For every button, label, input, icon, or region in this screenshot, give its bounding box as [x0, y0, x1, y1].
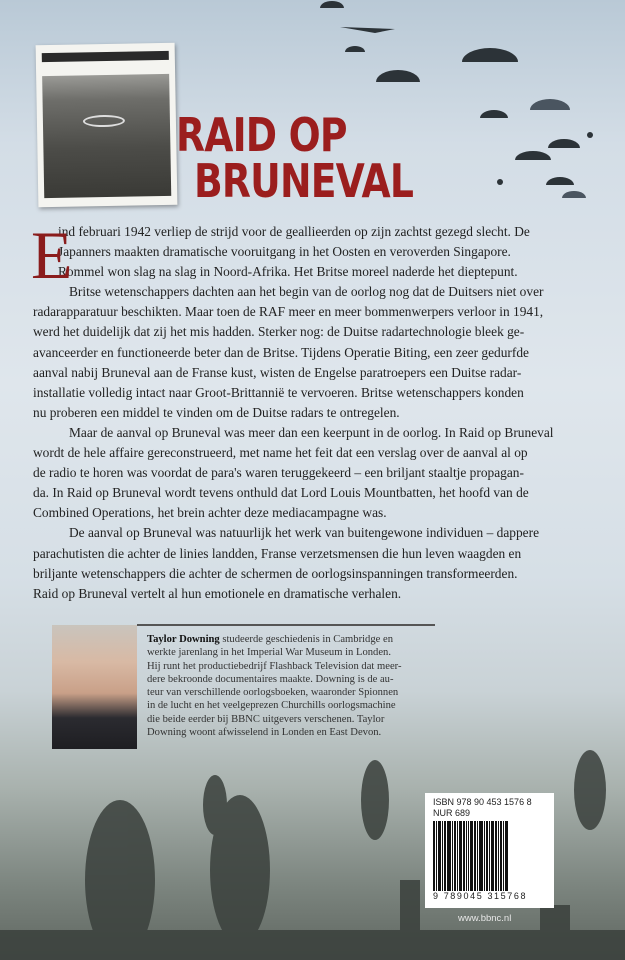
isbn-text: ISBN 978 90 453 1576 8: [433, 797, 532, 807]
book-title-line-1: RAID OP: [176, 108, 347, 162]
isbn-barcode: [425, 793, 554, 908]
blurb-line: Japanners maakten dramatische vooruitgang in het Oosten en veroverden Singapore.: [58, 244, 511, 260]
blurb-line: De aanval op Bruneval was natuurlijk het werk van buitengewone individuen – dappere: [69, 525, 540, 541]
blurb-text: [31, 217, 554, 604]
blurb-line: Maar de aanval op Bruneval was meer dan een keerpunt in de oorlog. In Raid op Bruneval: [69, 424, 554, 440]
blurb-line: nu proberen een middel te vinden om de Duitse radars te ontregelen.: [33, 404, 400, 420]
barcode-number: 9 789045 315768: [433, 891, 528, 901]
barcode-bars: [433, 821, 546, 891]
blurb-line: aanval nabij Bruneval aan de Franse kust, wisten de Engelse paratroepers een Duitse radar-: [33, 364, 522, 380]
blurb-line: wordt de hele affaire gereconstrueerd, met name het feit dat een verslag over de aanval al op: [33, 445, 528, 461]
drop-cap: E: [31, 217, 73, 293]
blurb-line: da. In Raid op Bruneval wordt tevens onthuld dat Lord Louis Mountbatten, het hoofd van de: [33, 485, 529, 501]
blurb-line: Britse wetenschappers dachten aan het begin van de oorlog nog dat de Duitsers niet over: [69, 284, 544, 300]
bio-line: werkte jarenlang in het Imperial War Museum in Londen.: [147, 647, 392, 659]
bio-line: dere bekroonde documentaires maakte. Downing is de au-: [147, 673, 394, 685]
bio-line: die beide eerder bij BBNC uitgevers verschenen. Taylor: [147, 713, 385, 725]
author-photo: [52, 625, 137, 749]
divider: [137, 624, 435, 626]
blurb-line: briljante wetenschappers die achter de schermen de oorlogsinspanningen transformeerden.: [33, 565, 518, 581]
blurb-line: werd het duidelijk dat zij het mis hadden. Sterker nog: de Duitse radartechnologie bleek ge-: [33, 324, 525, 340]
author-name: Taylor Downing: [147, 634, 220, 645]
aerial-photo-image: [42, 74, 171, 198]
blurb-line: installatie volledig intact naar Groot-Brittannië te vervoeren. Britse wetenschappers konden: [33, 384, 524, 400]
blurb-line: Combined Operations, het brein achter deze mediacampagne was.: [33, 505, 387, 521]
blurb-line: radarapparatuur beschikten. Maar toen de RAF meer en meer bommenwerpers verloor in 1941,: [33, 304, 544, 320]
bio-line: in de lucht en het veelgeprezen Churchills oorlogsmachine: [147, 700, 396, 712]
photo-caption-strip: [42, 51, 169, 62]
bio-line: Hij runt het productiebedrijf Flashback Television dat meer-: [147, 660, 402, 672]
blurb-line: Rommel won slag na slag in Noord-Afrika. Het Britse moreel naderde het dieptepunt.: [58, 264, 518, 280]
blurb-line: avanceerder en functioneerde beter dan de Britse. Tijdens Operatie Biting, een zeer gedurfde: [33, 344, 529, 360]
bio-line: studeerde geschiedenis in Cambridge en: [219, 634, 393, 645]
author-bio: [147, 633, 402, 739]
bio-line: Downing woont afwisselend in Londen en East Devon.: [147, 727, 382, 739]
bio-line: teur van verschillende oorlogsboeken, waaronder Spionnen: [147, 687, 399, 699]
nur-text: NUR 689: [433, 808, 471, 818]
raid-photo: [36, 43, 178, 207]
blurb-line: parachutisten die achter de linies landden, Franse verzetsmensen die hun leven waagden en: [33, 545, 522, 561]
publisher-website: www.bbnc.nl: [458, 913, 512, 924]
book-title-line-2: BRUNEVAL: [194, 154, 414, 208]
blurb-line: de radio te horen was voordat de para's waren teruggekeerd – een briljant staaltje propagan-: [33, 465, 524, 481]
blurb-line: Raid op Bruneval vertelt al hun emotionele en dramatische verhalen.: [33, 585, 402, 601]
blurb-line: ind februari 1942 verliep de strijd voor de geallieerden op zijn zachtst gezegd slecht. De: [58, 224, 530, 239]
